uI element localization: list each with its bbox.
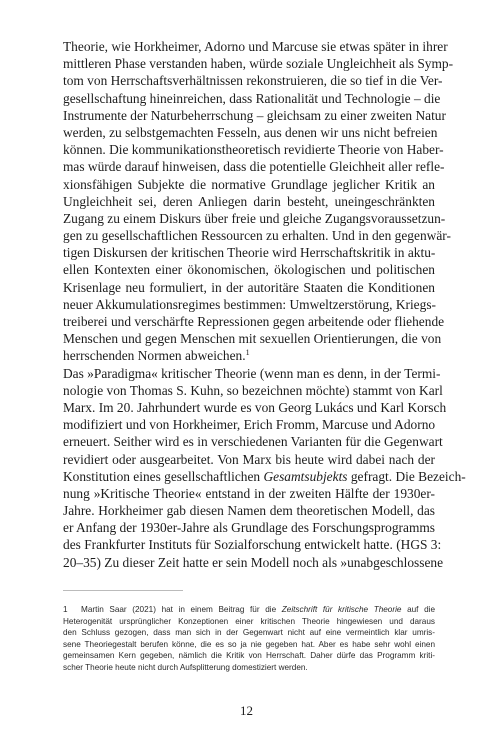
text-line-with-footnote (63, 347, 435, 364)
text-line: gen zu gesellschaftlichen Ressourcen zu erhalten. Und in den gegenwär- (63, 228, 451, 244)
text-line: revidiert oder ausgearbeitet. Von Marx bis heute wird dabei nach der (63, 451, 435, 467)
footnote-divider (63, 590, 183, 591)
footnote-line: sene Theoriegestalt berufen könne, die es so ja nie gegeben hat. Aber es habe sehr wohl einen (63, 639, 435, 649)
text-line: tigen Diskursen der kritischen Theorie wird Herrschaftskritik in aktu- (63, 245, 436, 261)
footnote-line: scher Theorie heute nicht durch Aufsplitterung domestiziert werden. (63, 662, 308, 672)
text-line: mas würde darauf hinweisen, dass die potentielle Gleichheit aller refle- (63, 159, 445, 175)
text-line: Menschen und gegen Menschen mit sexuellen Orientierungen, die von (63, 331, 442, 347)
text-line: 20–35) Zu dieser Zeit hatte er sein Modell noch als »unabgeschlossene (63, 554, 444, 570)
italic-term: Gesamtsubjekts (263, 468, 348, 484)
text-line: Jahre. Horkheimer gab diesen Namen dem theoretischen Modell, das (63, 503, 435, 519)
text-segment: Martin Saar (2021) hat in einem Beitrag für die (81, 605, 282, 614)
text-line: gesellschaftung hineinreichen, dass Rationalität und Technologie – die (63, 90, 441, 106)
footnote-reference[interactable]: 1 (245, 348, 250, 358)
text-segment: herrschenden Normen abweichen. (63, 348, 246, 364)
text-line (63, 468, 466, 485)
text-line: Instrumente der Naturbeherrschung – gleichsam zu einer zweiten Natur (63, 107, 446, 123)
text-line: Das »Paradigma« kritischer Theorie (wenn man es denn, in der Termi- (63, 365, 441, 381)
text-line: mittleren Phase verstanden haben, würde soziale Ungleichheit als Symp- (63, 56, 454, 72)
footnote-line: den Schluss gezogen, dass man sich in der Gegenwart nicht auf eine vermeintlich klar umris- (63, 628, 435, 638)
text-segment: Konstitution eines gesellschaftlichen (63, 468, 264, 484)
footnote-line: gemeinsamen Kern gegeben, nämlich die Kritik von Herrschaft. Daher dürfe das Programm kriti- (63, 651, 435, 661)
text-line: Zugang zu einem Diskurs über freie und gleiche Zugangsvoraussetzun- (63, 210, 446, 226)
text-line: erneuert. Seither wird es in verschiedenen Varianten für die Gegenwart (63, 434, 443, 450)
text-line: nologie von Thomas S. Kuhn, so bezeichnen möchte) stammt von Karl (63, 382, 443, 398)
text-line: treiberei und verschärfte Repressionen gegen arbeitende oder fliehende (63, 314, 445, 329)
text-line: tom von Herrschaftsverhältnissen rekonstruieren, die so tief in die Ver- (63, 73, 443, 89)
text-line: ellen Kontexten einer ökonomischen, ökologischen und politischen (63, 262, 435, 278)
text-line: Theorie, wie Horkheimer, Adorno und Marcuse sie etwas später in ihrer (63, 39, 448, 54)
page-number: 12 (240, 703, 253, 718)
italic-journal-title: Zeitschrift für kritische Theorie (281, 605, 402, 614)
text-line: können. Die kommunikationstheoretisch revidierte Theorie von Haber- (63, 142, 444, 158)
text-segment: gefragt. Die Bezeich- (347, 468, 466, 484)
text-line: Krisenlage neu formuliert, in der autoritäre Staaten die Konditionen (63, 279, 435, 295)
footnote (63, 604, 435, 674)
footnote-number: 1 (63, 605, 68, 614)
text-line: neuer Akkumulationsregimes bestimmen: Umweltzerstörung, Kriegs- (63, 296, 436, 312)
footnote-line: Heterogenität ursprünglicher Konzeptionen einer kritischen Theorie hingewiesen und daraus (63, 616, 435, 626)
text-segment: auf die (401, 605, 435, 614)
text-line: werden, zu selbstgemachten Fesseln, aus denen wir uns nicht befreien (63, 124, 438, 140)
text-line: modifiziert und von Horkheimer, Erich Fromm, Marcuse und Adorno (63, 417, 436, 433)
text-line: nung »Kritische Theorie« entstand in der zweiten Hälfte der 1930er- (63, 485, 435, 501)
text-line: xionsfähigen Subjekte die normative Grundlage jeglicher Kritik an (63, 176, 435, 192)
text-line: er Anfang der 1930er-Jahre als Grundlage des Forschungsprogramms (63, 520, 435, 536)
text-line: Ungleichheit sei, deren Anliegen darin besteht, uneingeschränkten (63, 193, 435, 209)
main-text (63, 38, 466, 571)
footnote-line (63, 604, 435, 616)
text-line: Marx. Im 20. Jahrhundert wurde es von Georg Lukács und Karl Korsch (63, 399, 447, 415)
text-line: des Frankfurter Instituts für Sozialforschung entwickelt hatte. (HGS 3: (63, 537, 442, 553)
